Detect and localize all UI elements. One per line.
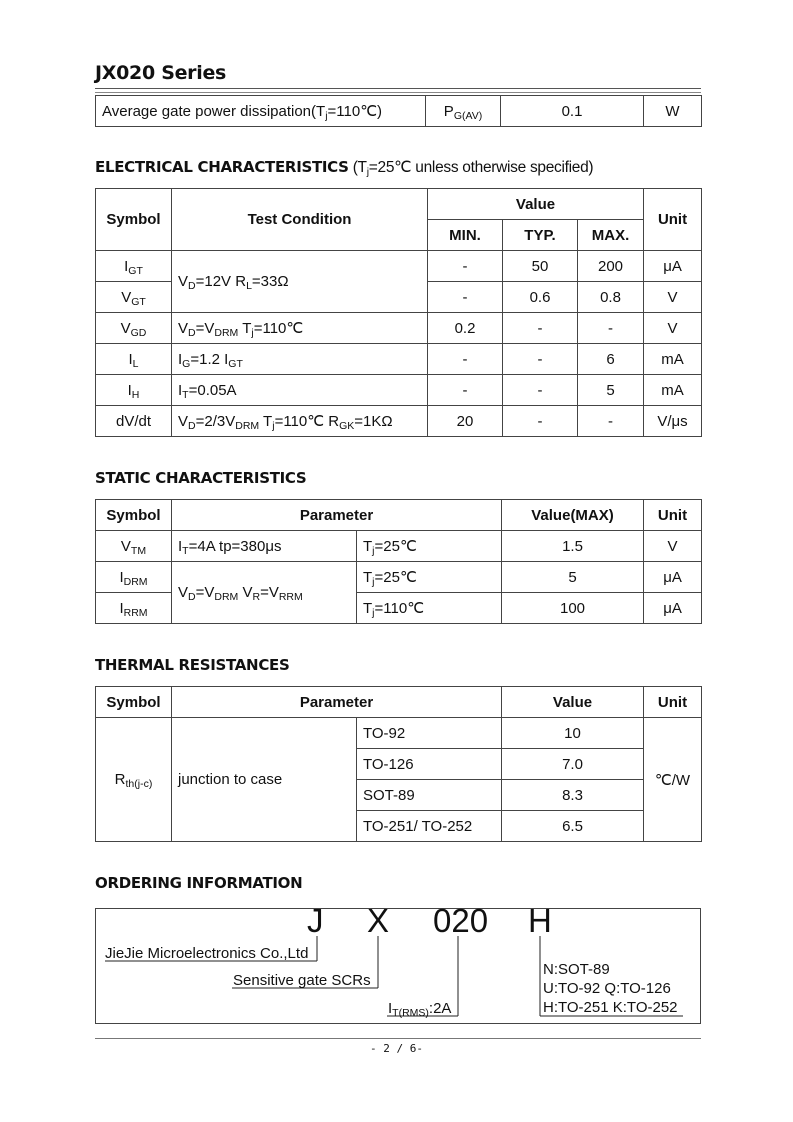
gate-power-unit: W: [644, 96, 702, 127]
gate-power-table: [95, 95, 702, 127]
unit-cell: μA: [644, 593, 702, 624]
series-title: JX020 Series: [95, 62, 227, 84]
value-cell: 7.0: [502, 749, 644, 780]
thermal-heading: THERMAL RESISTANCES: [95, 656, 290, 674]
min-cell: -: [428, 344, 503, 375]
symbol-cell: $V_{GT}$: [96, 282, 172, 313]
parameter-cell: junction to case: [172, 718, 357, 842]
table-row: [96, 718, 702, 749]
value-cell: 5: [502, 562, 644, 593]
code-letter-j: J: [307, 902, 324, 939]
typ-cell: -: [503, 375, 578, 406]
code-letter-x: X: [367, 902, 390, 939]
col-unit: Unit: [644, 189, 702, 251]
min-cell: -: [428, 282, 503, 313]
table-row: [96, 313, 702, 344]
company-label: JieJie Microelectronics Co.,Ltd: [105, 945, 309, 962]
typ-cell: -: [503, 344, 578, 375]
condition-cell: $V_D=V_{DRM}$ $T_j=110℃$: [172, 313, 428, 344]
gate-power-value: 0.1: [501, 96, 644, 127]
package-line-1: N:SOT-89: [543, 961, 610, 978]
col-min: MIN.: [428, 220, 503, 251]
table-row: [96, 406, 702, 437]
package-cell: TO-92: [357, 718, 502, 749]
footer-rule: [95, 1038, 701, 1039]
value-cell: 10: [502, 718, 644, 749]
gate-power-param: Average gate power $dissipation(T_j=110℃)$: [96, 96, 426, 127]
package-cell: TO-126: [357, 749, 502, 780]
unit-cell: μA: [644, 562, 702, 593]
max-cell: 5: [578, 375, 644, 406]
col-value: Value: [428, 189, 644, 220]
col-unit: Unit: [644, 687, 702, 718]
table-row: [96, 251, 702, 282]
col-symbol: Symbol: [96, 500, 172, 531]
col-parameter: Parameter: [172, 500, 502, 531]
package-line-2: U:TO-92 Q:TO-126: [543, 980, 671, 997]
unit-cell: V: [644, 313, 702, 344]
symbol-cell: $I_{RRM}$: [96, 593, 172, 624]
symbol-cell: $V_{GD}$: [96, 313, 172, 344]
page-number: - 2 / 6-: [370, 1042, 423, 1055]
table-row: [96, 375, 702, 406]
max-cell: 0.8: [578, 282, 644, 313]
parameter-cell: $V_D=V_{DRM}$ $V_R=V_{RRM}$: [172, 562, 357, 624]
max-cell: -: [578, 313, 644, 344]
condition-cell: $I_T=0.05A$: [172, 375, 428, 406]
electrical-table: [95, 188, 702, 437]
condition-cell: $I_G=1.2$ $I_{GT}$: [172, 344, 428, 375]
unit-cell: mA: [644, 375, 702, 406]
value-cell: 1.5: [502, 531, 644, 562]
header-rule-thin: [95, 92, 701, 93]
package-cell: TO-251/ TO-252: [357, 811, 502, 842]
parameter-cell: $I_T=4A$ tp=380μs: [172, 531, 357, 562]
package-line-3: H:TO-251 K:TO-252: [543, 999, 678, 1016]
value-cell: 100: [502, 593, 644, 624]
max-cell: 200: [578, 251, 644, 282]
unit-cell: V/μs: [644, 406, 702, 437]
table-row: [96, 562, 702, 593]
col-typ: TYP.: [503, 220, 578, 251]
symbol-cell: $I_{GT}$: [96, 251, 172, 282]
code-number: 020: [433, 902, 489, 939]
unit-cell: ℃/W: [644, 718, 702, 842]
temperature-cell: $T_j=25℃$: [357, 531, 502, 562]
static-heading: STATIC CHARACTERISTICS: [95, 469, 307, 487]
symbol-cell: $V_{TM}$: [96, 531, 172, 562]
thermal-table: [95, 686, 702, 842]
symbol-cell: $I_H$: [96, 375, 172, 406]
unit-cell: V: [644, 531, 702, 562]
gate-label: Sensitive gate SCRs: [233, 972, 371, 989]
typ-cell: 0.6: [503, 282, 578, 313]
min-cell: -: [428, 251, 503, 282]
col-max: MAX.: [578, 220, 644, 251]
table-row: [96, 344, 702, 375]
typ-cell: 50: [503, 251, 578, 282]
col-value: Value: [502, 687, 644, 718]
unit-cell: mA: [644, 344, 702, 375]
unit-cell: V: [644, 282, 702, 313]
value-cell: 8.3: [502, 780, 644, 811]
table-row: [96, 531, 702, 562]
temperature-cell: $T_j=110℃$: [357, 593, 502, 624]
col-symbol: Symbol: [96, 189, 172, 251]
col-unit: Unit: [644, 500, 702, 531]
ordering-heading: ORDERING INFORMATION: [95, 874, 303, 892]
symbol-cell: $I_L$: [96, 344, 172, 375]
min-cell: -: [428, 375, 503, 406]
min-cell: 0.2: [428, 313, 503, 344]
condition-cell: $V_D=12V$ $R_L=33\Omega$: [172, 251, 428, 313]
col-test-condition: Test Condition: [172, 189, 428, 251]
temperature-cell: $T_j=25℃$: [357, 562, 502, 593]
condition-cell: $V_D=2/3V_{DRM}$ $T_j=110℃$ $R_{GK}=1K\Omega$: [172, 406, 428, 437]
package-legend: [543, 960, 678, 1017]
col-symbol: Symbol: [96, 687, 172, 718]
unit-cell: μA: [644, 251, 702, 282]
current-label: $I_{T(RMS)}:2A$: [388, 1000, 452, 1019]
header-rule: [95, 88, 701, 89]
col-parameter: Parameter: [172, 687, 502, 718]
symbol-cell: $R_{th(j-c)}$: [96, 718, 172, 842]
symbol-cell: dV/dt: [96, 406, 172, 437]
value-cell: 6.5: [502, 811, 644, 842]
symbol-cell: $I_{DRM}$: [96, 562, 172, 593]
gate-power-symbol: $P_{G(AV)}$: [426, 96, 501, 127]
min-cell: 20: [428, 406, 503, 437]
electrical-heading: ELECTRICAL CHARACTERISTICS ($T_j=25℃$ unless otherwise specified): [95, 158, 594, 178]
col-value-max: Value(MAX): [502, 500, 644, 531]
package-cell: SOT-89: [357, 780, 502, 811]
static-table: [95, 499, 702, 624]
typ-cell: -: [503, 313, 578, 344]
typ-cell: -: [503, 406, 578, 437]
code-letter-h: H: [528, 902, 552, 939]
max-cell: 6: [578, 344, 644, 375]
max-cell: -: [578, 406, 644, 437]
